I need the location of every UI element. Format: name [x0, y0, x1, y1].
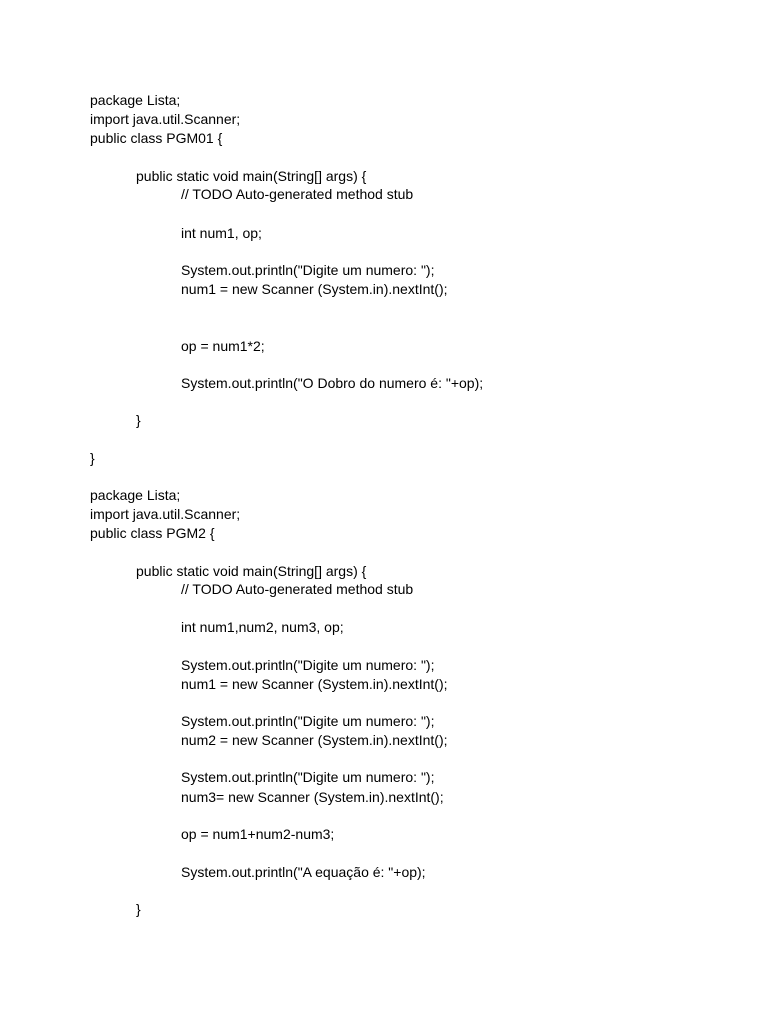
code-line: num2 = new Scanner (System.in).nextInt();: [181, 732, 448, 748]
code-line: System.out.println("Digite um numero: ");: [181, 657, 435, 673]
code-line: System.out.println("Digite um numero: ");: [181, 262, 435, 278]
code-line: public class PGM01 {: [90, 130, 223, 146]
code-line: System.out.println("O Dobro do numero é: "+op);: [181, 375, 484, 391]
code-line: num1 = new Scanner (System.in).nextInt();: [181, 676, 448, 692]
code-line: System.out.println("Digite um numero: ");: [181, 769, 435, 785]
code-line: System.out.println("Digite um numero: ");: [181, 713, 435, 729]
code-line: num1 = new Scanner (System.in).nextInt();: [181, 281, 448, 297]
code-line: import java.util.Scanner;: [90, 111, 241, 127]
code-line: op = num1*2;: [181, 338, 265, 354]
code-line: package Lista;: [90, 487, 181, 503]
code-line: import java.util.Scanner;: [90, 506, 241, 522]
code-line: }: [90, 450, 95, 466]
code-line: // TODO Auto-generated method stub: [181, 186, 414, 202]
code-line: op = num1+num2-num3;: [181, 826, 335, 842]
code-line: public static void main(String[] args) {: [136, 168, 367, 184]
code-line: // TODO Auto-generated method stub: [181, 581, 414, 597]
code-line: public class PGM2 {: [90, 525, 215, 541]
code-line: System.out.println("A equação é: "+op);: [181, 864, 426, 880]
code-line: num3= new Scanner (System.in).nextInt();: [181, 789, 444, 805]
code-line: }: [136, 412, 141, 428]
code-line: int num1,num2, num3, op;: [181, 619, 344, 635]
code-line: int num1, op;: [181, 225, 262, 241]
code-line: package Lista;: [90, 92, 181, 108]
code-line: public static void main(String[] args) {: [136, 563, 367, 579]
code-line: }: [136, 901, 141, 917]
